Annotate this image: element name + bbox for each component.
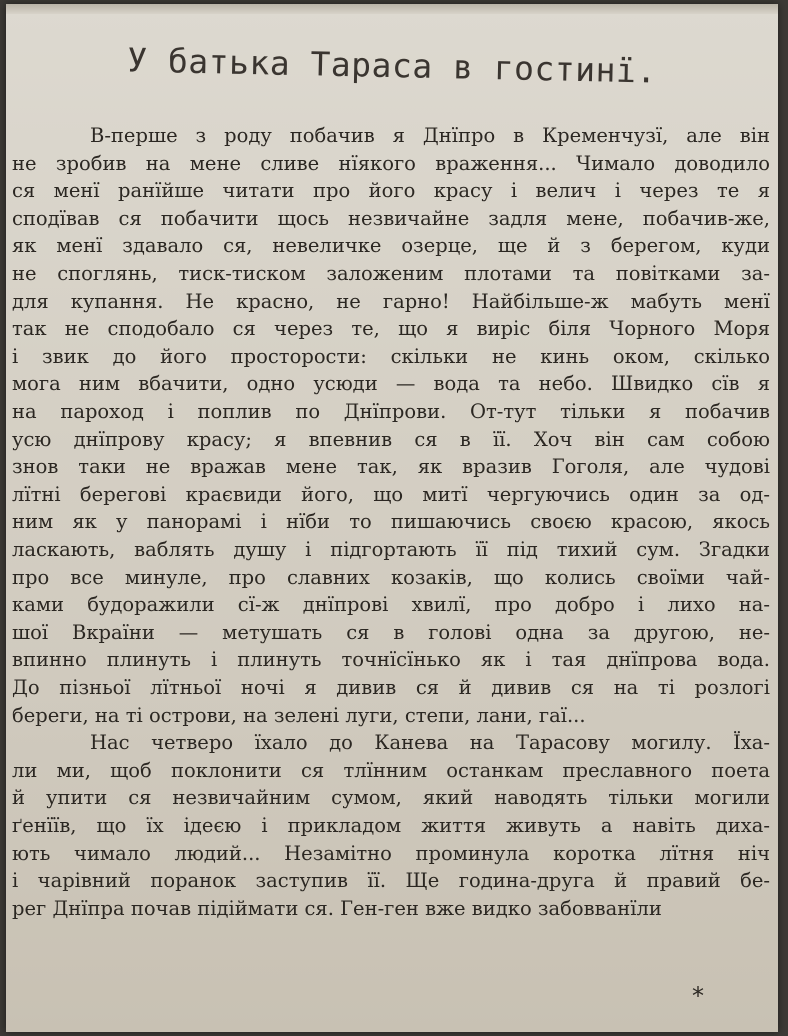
text-line: ють чимало людий... Незамітно проминула коротка лїтня ніч — [12, 841, 770, 865]
text-line: береги, на ті острови, на зелені луги, степи, лани, гаї... — [12, 703, 586, 727]
text-line: шої Вкраїни — метушать ся в голові одна за другою, не- — [12, 620, 770, 644]
text-line: як менї здавало ся, невеличке озерце, ще й з берегом, куди — [12, 234, 770, 258]
page-top-edge — [6, 4, 778, 14]
text-line: В-перше з роду побачив я Днїпро в Кременчузї, але він — [90, 124, 770, 147]
text-line: Нас четверо їхало до Канева на Тарасову могилу. Їха- — [90, 731, 770, 755]
text-line: не споглянь, тиск-тиском заложеним плотами та повітками за- — [12, 262, 770, 285]
text-line: рег Днїпра почав підіймати ся. Ген-ген вже видко забовванїли — [12, 896, 662, 920]
text-line: усю днїпрову красу; я впевнив ся в її. Хоч він сам собою — [12, 427, 770, 451]
asterisk-mark: * — [692, 982, 704, 1010]
text-line: на пароход і поплив по Днїпрови. От-тут тільки я побачив — [12, 400, 770, 423]
text-line: ґенїїв, що їх ідеєю і прикладом життя живуть а навіть диха- — [12, 814, 770, 837]
text-line: ласкають, ваблять душу і підгортають її під тихий сум. Згадки — [12, 538, 770, 561]
text-line: й упити ся незвичайним сумом, який наводять тільки могили — [12, 786, 770, 810]
text-line: ся менї ранїйше читати про його красу і велич і через те я — [12, 179, 770, 203]
text-line: не зробив на мене сливе нїякого враження... Чимало доводило — [12, 151, 770, 175]
text-line: лїтні берегові краєвиди його, що митї чергуючись один за од- — [12, 482, 770, 506]
text-line: ками будоражили сї-ж днїпрові хвилї, про добро і лихо на- — [12, 593, 770, 617]
text-line: так не сподобало ся через те, що я виріс біля Чорного Моря — [12, 317, 770, 341]
text-line: сподївав ся побачити щось незвичайне задля мене, побачив-же, — [12, 206, 770, 230]
text-line: мога ним вбачити, одно усюди — вода та небо. Швидко сїв я — [12, 372, 770, 396]
text-line: ли ми, щоб поклонити ся тлїнним останкам преславного поета — [12, 758, 770, 782]
text-line: для купання. Не красно, не гарно! Найбільше-ж мабуть менї — [12, 289, 770, 313]
text-line: впинно плинуть і плинуть точнїсїнько як і тая днїпрова вода. — [12, 648, 770, 672]
text-line: До пізньої лїтньої ночі я дивив ся й дивив ся на ті розлогі — [12, 676, 770, 699]
text-line: знов таки не вражав мене так, як вразив Гоголя, але чудові — [12, 455, 770, 479]
text-line: і звик до його простороcти: скільки не кинь оком, скілько — [12, 344, 770, 368]
book-page — [6, 4, 778, 1032]
page-title: У батька Тараса в гостинї. — [126, 40, 658, 91]
text-line: ним як у панорамі і нїби то пишаючись своєю красою, якось — [12, 510, 770, 534]
text-line: і чарівний поранок заступив її. Ще година-друга й правий бе- — [12, 869, 770, 893]
text-line: про все минуле, про славних козаків, що колись своїми чай- — [12, 565, 770, 589]
